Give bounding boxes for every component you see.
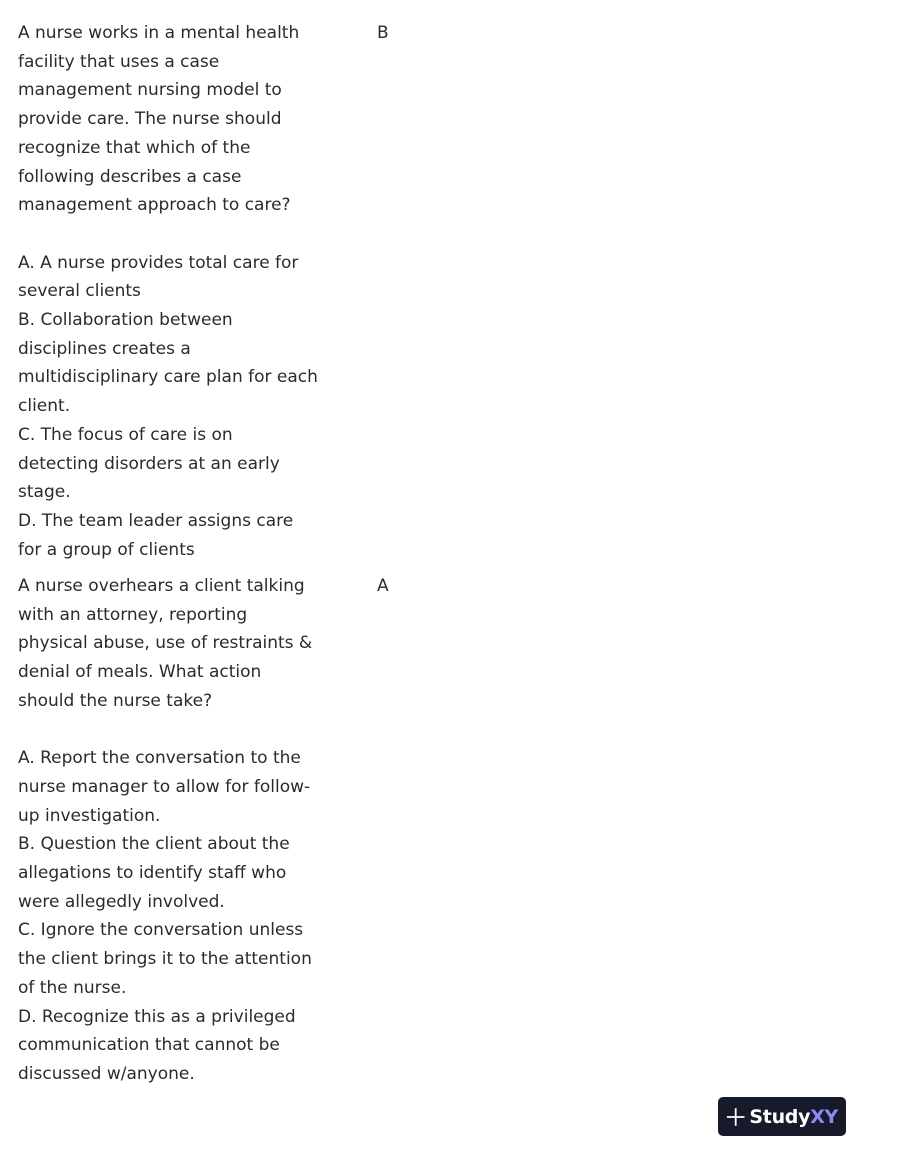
option-b: B. Collaboration between disciplines creates a multidisciplinary care plan for each client. xyxy=(18,310,318,417)
logo-wordmark-main: Study xyxy=(749,1105,811,1128)
option-a: A. Report the conversation to the nurse manager to allow for follow-up investigation. xyxy=(18,748,311,826)
flashcard-question-1 xyxy=(18,19,318,564)
option-c: C. The focus of care is on detecting disorders at an early stage. xyxy=(18,424,280,503)
question-text: A nurse works in a mental health facility that uses a case management nursing model to provide care. The nurse should recognize that which of the following describes a case management approach to care? xyxy=(18,23,300,216)
flashcard-answer-1: B xyxy=(377,23,389,43)
question-text: A nurse overhears a client talking with an attorney, reporting physical abuse, use of restraints & denial of meals. What action should the nurse take? xyxy=(18,576,313,711)
option-c: C. Ignore the conversation unless the client brings it to the attention of the nurse. xyxy=(18,920,312,998)
option-a: A. A nurse provides total care for several clients xyxy=(18,252,299,302)
logo-wordmark xyxy=(749,1106,838,1128)
studyxy-logo[interactable] xyxy=(718,1097,846,1136)
flashcard-answer-2: A xyxy=(377,576,389,596)
flashcard-question-2 xyxy=(18,572,318,1089)
option-d: D. The team leader assigns care for a group of clients xyxy=(18,510,294,560)
plus-icon xyxy=(726,1106,745,1128)
option-b: B. Question the client about the allegations to identify staff who were allegedly involved. xyxy=(18,834,290,912)
logo-wordmark-accent: XY xyxy=(810,1105,838,1128)
option-d: D. Recognize this as a privileged communication that cannot be discussed w/anyone. xyxy=(18,1006,296,1084)
